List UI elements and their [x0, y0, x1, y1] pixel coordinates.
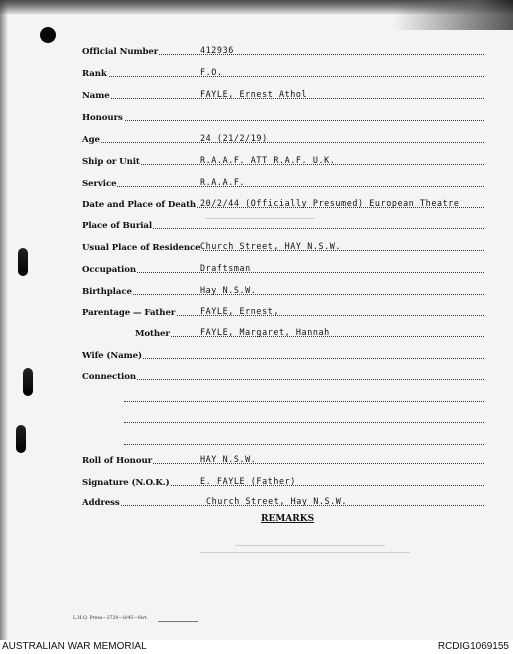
field-label: Signature (N.O.K.) [82, 478, 170, 488]
field-label: Service [82, 179, 117, 189]
field-service [82, 175, 484, 189]
field-address [82, 494, 484, 508]
binder-punch-icon [16, 425, 26, 453]
field-value: Church Street, Hay N.S.W. [206, 496, 348, 506]
field-label: Birthplace [82, 287, 132, 297]
field-label: Name [82, 91, 110, 101]
field-occupation [82, 261, 484, 275]
field-value: R.A.A.F. ATT R.A.F. U.K. [200, 155, 336, 165]
field-value: HAY N.S.W. [200, 454, 257, 464]
field-official-number [82, 43, 484, 57]
ghost-mark [235, 545, 385, 546]
archive-name: AUSTRALIAN WAR MEMORIAL [2, 641, 147, 652]
print-note: L.H.Q. Press—3720—8/45—6wt. [73, 616, 149, 621]
field-label: Connection [82, 372, 136, 382]
field-rank [82, 65, 484, 79]
field-label: Wife (Name) [82, 351, 142, 361]
field-connection [82, 368, 484, 382]
field-value: FAYLE, Margaret, Hannah [200, 327, 330, 337]
connection-line [124, 390, 484, 404]
field-name [82, 87, 484, 101]
field-label: Place of Burial [82, 221, 153, 231]
field-father [82, 304, 484, 318]
field-value: FAYLE, Ernest, [200, 306, 279, 316]
connection-line [124, 433, 484, 447]
field-label: Mother [135, 329, 170, 339]
field-signature [82, 474, 484, 488]
footer-rule [158, 621, 198, 622]
field-label: Address [82, 498, 120, 508]
field-date-place-death [82, 196, 484, 210]
field-label: Rank [82, 69, 107, 79]
field-label: Age [82, 135, 100, 145]
field-age [82, 131, 484, 145]
field-label: Date and Place of Death [82, 200, 197, 210]
field-value: 20/2/44 (Officially Presumed) European Theatre [200, 198, 460, 208]
field-label: Ship or Unit [82, 157, 140, 167]
field-usual-residence [82, 239, 484, 253]
archive-caption-bar [0, 640, 513, 654]
field-label: Parentage — Father [82, 308, 176, 318]
field-label: Official Number [82, 47, 159, 57]
field-value: Hay N.S.W. [200, 285, 257, 295]
field-honours [82, 109, 484, 123]
field-ship-or-unit [82, 153, 484, 167]
field-place-of-burial [82, 217, 484, 231]
ghost-mark [200, 552, 410, 553]
field-mother [135, 325, 484, 339]
field-value: R.A.A.F. [200, 177, 246, 187]
field-value: F.O. [200, 67, 223, 77]
field-label: Honours [82, 113, 123, 123]
field-wife [82, 347, 484, 361]
field-value: FAYLE, Ernest Athol [200, 89, 308, 99]
field-label: Usual Place of Residence [82, 243, 201, 253]
scan-shadow-corner [393, 0, 513, 30]
binder-hole-icon [40, 27, 56, 43]
scan-shadow-left [0, 0, 8, 640]
binder-punch-icon [23, 368, 33, 396]
field-label: Occupation [82, 265, 136, 275]
field-roll-of-honour [82, 452, 484, 466]
remarks-heading: REMARKS [261, 514, 315, 524]
connection-line [124, 411, 484, 425]
archive-id: RCDIG1069155 [437, 641, 509, 652]
field-value: Church Street, HAY N.S.W. [200, 241, 342, 251]
field-label: Roll of Honour [82, 456, 153, 466]
binder-punch-icon [18, 248, 28, 276]
field-value: E. FAYLE (Father) [200, 476, 296, 486]
field-value: Draftsman [200, 263, 251, 273]
field-birthplace [82, 283, 484, 297]
field-value: 412936 [200, 45, 234, 55]
field-value: 24 (21/2/19) [200, 133, 268, 143]
